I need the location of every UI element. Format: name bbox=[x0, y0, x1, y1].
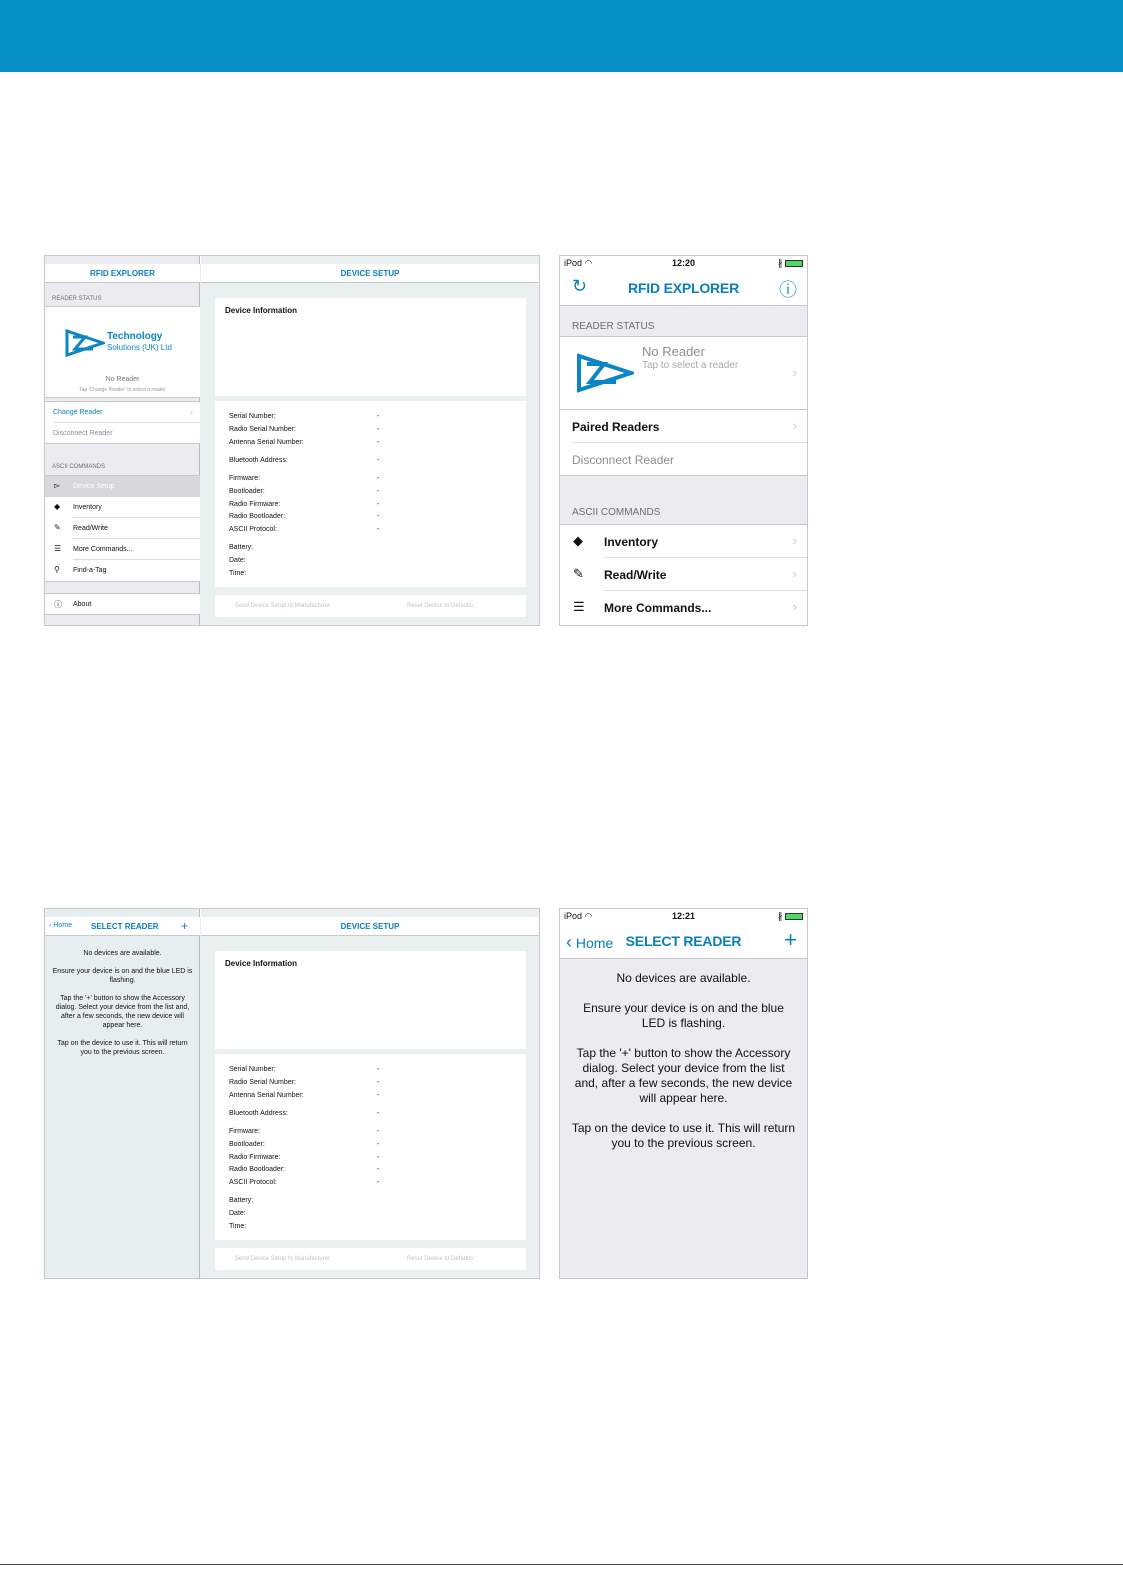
device-fields-panel bbox=[215, 1054, 526, 1240]
detail-nav-bar bbox=[201, 917, 539, 936]
refresh-icon[interactable]: ↻ bbox=[572, 276, 588, 296]
wifi-icon: ◠ bbox=[584, 258, 593, 268]
info-icon: ⓘ bbox=[54, 600, 62, 609]
paired-readers-row[interactable] bbox=[560, 410, 807, 443]
status-bar bbox=[560, 909, 807, 923]
master-pane bbox=[45, 256, 200, 625]
device-field-value: - bbox=[377, 513, 380, 520]
device-field-label: Radio Serial Number: bbox=[229, 426, 296, 433]
device-field-label: Radio Bootloader: bbox=[229, 513, 286, 520]
about-group bbox=[45, 593, 200, 615]
device-field-value: - bbox=[377, 1110, 380, 1117]
message-paragraph: No devices are available. bbox=[83, 950, 162, 957]
ascii-commands-group bbox=[560, 524, 807, 626]
command-label: Inventory bbox=[73, 504, 102, 511]
pencil-icon: ✎ bbox=[54, 523, 61, 532]
nav-bar bbox=[560, 923, 807, 959]
no-reader-label: No Reader bbox=[642, 344, 705, 359]
change-reader-row[interactable] bbox=[45, 402, 200, 423]
logo-text-primary: Technology bbox=[107, 331, 163, 342]
device-field-label: Radio Firmware: bbox=[229, 1154, 281, 1161]
battery-icon bbox=[785, 260, 803, 267]
command-label: Read/Write bbox=[604, 568, 667, 582]
device-field-label: Time: bbox=[229, 570, 247, 577]
ascii-commands-header: ASCII COMMANDS bbox=[572, 507, 661, 518]
add-icon[interactable]: + bbox=[784, 927, 797, 952]
tap-hint: Tap 'Change Reader' to select a reader bbox=[79, 387, 166, 393]
reader-status-header: READER STATUS bbox=[52, 296, 102, 302]
add-icon[interactable]: + bbox=[181, 919, 189, 933]
back-button[interactable]: ‹ Home bbox=[49, 922, 72, 929]
chevron-right-icon: › bbox=[792, 566, 797, 581]
reader-status-header: READER STATUS bbox=[572, 321, 655, 332]
device-fields-panel bbox=[215, 401, 526, 587]
status-bar bbox=[560, 256, 807, 270]
chevron-right-icon: › bbox=[792, 365, 797, 380]
device-actions-bar bbox=[215, 1248, 526, 1270]
device-field-label: Battery: bbox=[229, 544, 254, 551]
nav-bar bbox=[560, 270, 807, 306]
device-information-panel bbox=[215, 298, 526, 396]
device-field-label: ASCII Protocol: bbox=[229, 1179, 277, 1186]
reader-icon: ▻ bbox=[54, 481, 61, 490]
message-paragraph: Tap the '+' button to show the Accessory dialog. Select your device from the list and, after a few seconds, the new device will appear here. bbox=[574, 1046, 793, 1105]
device-field-label: Date: bbox=[229, 557, 246, 564]
carrier-label: iPod ◠ bbox=[564, 258, 593, 268]
tag-icon: ◆ bbox=[573, 533, 583, 548]
device-field-label: Radio Firmware: bbox=[229, 501, 281, 508]
select-reader-message bbox=[570, 971, 797, 1166]
page-title: SELECT READER bbox=[625, 933, 742, 949]
device-field-value: - bbox=[377, 1066, 380, 1073]
master-nav-bar bbox=[45, 917, 200, 936]
message-paragraph: No devices are available. bbox=[616, 971, 751, 985]
device-field-label: Date: bbox=[229, 1210, 246, 1217]
command-row-more-commands[interactable] bbox=[45, 539, 200, 560]
page-title: RFID EXPLORER bbox=[628, 280, 739, 296]
disconnect-reader-row[interactable] bbox=[45, 423, 200, 444]
message-paragraph: Tap on the device to use it. This will return you to the previous screen. bbox=[57, 1040, 188, 1056]
wifi-icon: ◠ bbox=[584, 911, 593, 921]
command-row-find-a-tag[interactable] bbox=[45, 560, 200, 581]
tag-icon: ◆ bbox=[54, 502, 61, 511]
device-field-label: Firmware: bbox=[229, 475, 261, 482]
bluetooth-icon: ∦ bbox=[777, 258, 783, 268]
device-field-value: - bbox=[377, 1092, 380, 1099]
master-nav-bar bbox=[45, 264, 200, 283]
device-field-value: - bbox=[377, 413, 380, 420]
battery-indicator bbox=[778, 911, 803, 922]
command-row-device-setup[interactable] bbox=[45, 476, 200, 497]
command-row-more-commands[interactable] bbox=[560, 591, 807, 624]
command-label: Find-a-Tag bbox=[73, 567, 107, 574]
master-title: RFID EXPLORER bbox=[90, 269, 155, 278]
command-label: More Commands... bbox=[604, 601, 712, 615]
logo-text-secondary: Solutions (UK) Ltd bbox=[107, 343, 172, 352]
ipad-home-screenshot bbox=[44, 255, 540, 626]
about-row[interactable] bbox=[45, 594, 200, 615]
command-row-inventory[interactable] bbox=[560, 525, 807, 558]
device-field-value: - bbox=[377, 1179, 380, 1186]
iphone-select-reader-screenshot bbox=[559, 908, 808, 1279]
device-field-label: Bluetooth Address: bbox=[229, 1110, 288, 1117]
battery-icon bbox=[785, 913, 803, 920]
device-field-label: Serial Number: bbox=[229, 1066, 276, 1073]
device-field-label: Firmware: bbox=[229, 1128, 261, 1135]
change-reader-label: Change Reader bbox=[53, 409, 103, 416]
reset-defaults-button[interactable]: Reset Device to Defaults bbox=[407, 1256, 474, 1262]
command-row-read-write[interactable] bbox=[45, 518, 200, 539]
device-field-label: Bluetooth Address: bbox=[229, 457, 288, 464]
device-field-value: - bbox=[377, 1128, 380, 1135]
battery-indicator bbox=[778, 258, 803, 269]
disconnect-reader-label: Disconnect Reader bbox=[572, 453, 675, 467]
paired-readers-label: Paired Readers bbox=[572, 420, 660, 434]
device-field-value: - bbox=[377, 501, 380, 508]
device-field-label: Radio Serial Number: bbox=[229, 1079, 296, 1086]
ascii-commands-group bbox=[45, 475, 200, 582]
tsl-logo-icon bbox=[576, 353, 634, 393]
reset-defaults-button[interactable]: Reset Device to Defaults bbox=[407, 603, 474, 609]
message-paragraph: Tap the '+' button to show the Accessory dialog. Select your device from the list and, after a few seconds, the new device will appear here. bbox=[55, 995, 190, 1029]
detail-pane bbox=[201, 256, 539, 625]
chevron-right-icon: › bbox=[792, 533, 797, 548]
detail-pane bbox=[201, 909, 539, 1278]
chevron-right-icon: › bbox=[190, 407, 193, 417]
back-button[interactable]: ‹ Home bbox=[566, 932, 614, 952]
list-icon: ☰ bbox=[54, 544, 62, 553]
command-row-inventory[interactable] bbox=[45, 497, 200, 518]
reader-actions-group bbox=[45, 401, 200, 444]
command-label: More Commands... bbox=[73, 546, 133, 553]
detail-nav-bar bbox=[201, 264, 539, 283]
footer-rule bbox=[0, 1564, 1123, 1565]
ipad-select-reader-screenshot bbox=[44, 908, 540, 1279]
device-field-label: Bootloader: bbox=[229, 1141, 265, 1148]
device-field-value: - bbox=[377, 526, 380, 533]
pencil-icon: ✎ bbox=[573, 566, 584, 581]
no-reader-label: No Reader bbox=[105, 376, 140, 383]
tsl-logo-icon bbox=[65, 329, 105, 357]
chevron-right-icon: › bbox=[792, 599, 797, 614]
device-information-panel bbox=[215, 951, 526, 1049]
device-field-value: - bbox=[377, 1166, 380, 1173]
device-field-label: Serial Number: bbox=[229, 413, 276, 420]
device-field-label: Battery: bbox=[229, 1197, 254, 1204]
command-label: Inventory bbox=[604, 535, 659, 549]
device-actions-bar bbox=[215, 595, 526, 617]
device-field-value: - bbox=[377, 457, 380, 464]
select-reader-message bbox=[51, 949, 194, 1066]
command-row-read-write[interactable] bbox=[560, 558, 807, 591]
reader-status-card bbox=[45, 306, 200, 398]
device-information-title: Device Information bbox=[225, 959, 298, 968]
message-paragraph: Ensure your device is on and the blue LED is flashing. bbox=[583, 1001, 784, 1030]
device-field-value: - bbox=[377, 475, 380, 482]
message-paragraph: Ensure your device is on and the blue LED is flashing. bbox=[52, 968, 193, 984]
disconnect-reader-label: Disconnect Reader bbox=[53, 430, 113, 437]
clock-label: 12:20 bbox=[671, 258, 696, 268]
device-field-label: Antenna Serial Number: bbox=[229, 1092, 304, 1099]
send-setup-button[interactable]: Send Device Setup to Manufacturer bbox=[235, 603, 331, 609]
message-paragraph: Tap on the device to use it. This will return you to the previous screen. bbox=[571, 1121, 796, 1150]
header-band bbox=[0, 0, 1123, 72]
list-icon: ☰ bbox=[573, 599, 585, 614]
iphone-home-screenshot bbox=[559, 255, 808, 626]
search-icon: ⚲ bbox=[54, 565, 60, 574]
device-field-value: - bbox=[377, 1154, 380, 1161]
device-field-value: - bbox=[377, 1079, 380, 1086]
device-field-value: - bbox=[377, 439, 380, 446]
device-field-label: ASCII Protocol: bbox=[229, 526, 277, 533]
device-field-label: Bootloader: bbox=[229, 488, 265, 495]
carrier-label: iPod ◠ bbox=[564, 911, 593, 921]
detail-title: DEVICE SETUP bbox=[340, 269, 400, 278]
device-information-title: Device Information bbox=[225, 306, 298, 315]
disconnect-reader-row[interactable] bbox=[560, 443, 807, 476]
reader-actions-group bbox=[560, 410, 807, 476]
command-label: Device Setup bbox=[73, 483, 115, 490]
master-title: SELECT READER bbox=[91, 922, 159, 931]
detail-title: DEVICE SETUP bbox=[340, 922, 400, 931]
device-field-value: - bbox=[377, 488, 380, 495]
bluetooth-icon: ∦ bbox=[777, 911, 783, 921]
master-pane bbox=[45, 909, 200, 1278]
clock-label: 12:21 bbox=[671, 911, 696, 921]
chevron-left-icon: ‹ bbox=[49, 922, 52, 929]
device-field-value: - bbox=[377, 426, 380, 433]
chevron-left-icon: ‹ bbox=[566, 932, 572, 952]
send-setup-button[interactable]: Send Device Setup to Manufacturer bbox=[235, 1256, 331, 1262]
device-field-value: - bbox=[377, 1141, 380, 1148]
tap-hint: Tap to select a reader bbox=[642, 360, 739, 371]
about-label: About bbox=[73, 601, 92, 608]
device-field-label: Time: bbox=[229, 1223, 247, 1230]
ascii-commands-header: ASCII COMMANDS bbox=[52, 464, 106, 470]
device-field-label: Radio Bootloader: bbox=[229, 1166, 286, 1173]
reader-status-row[interactable] bbox=[560, 336, 807, 410]
device-field-label: Antenna Serial Number: bbox=[229, 439, 304, 446]
info-icon[interactable]: ⓘ bbox=[779, 280, 797, 300]
command-label: Read/Write bbox=[73, 525, 108, 532]
chevron-right-icon: › bbox=[792, 418, 797, 433]
